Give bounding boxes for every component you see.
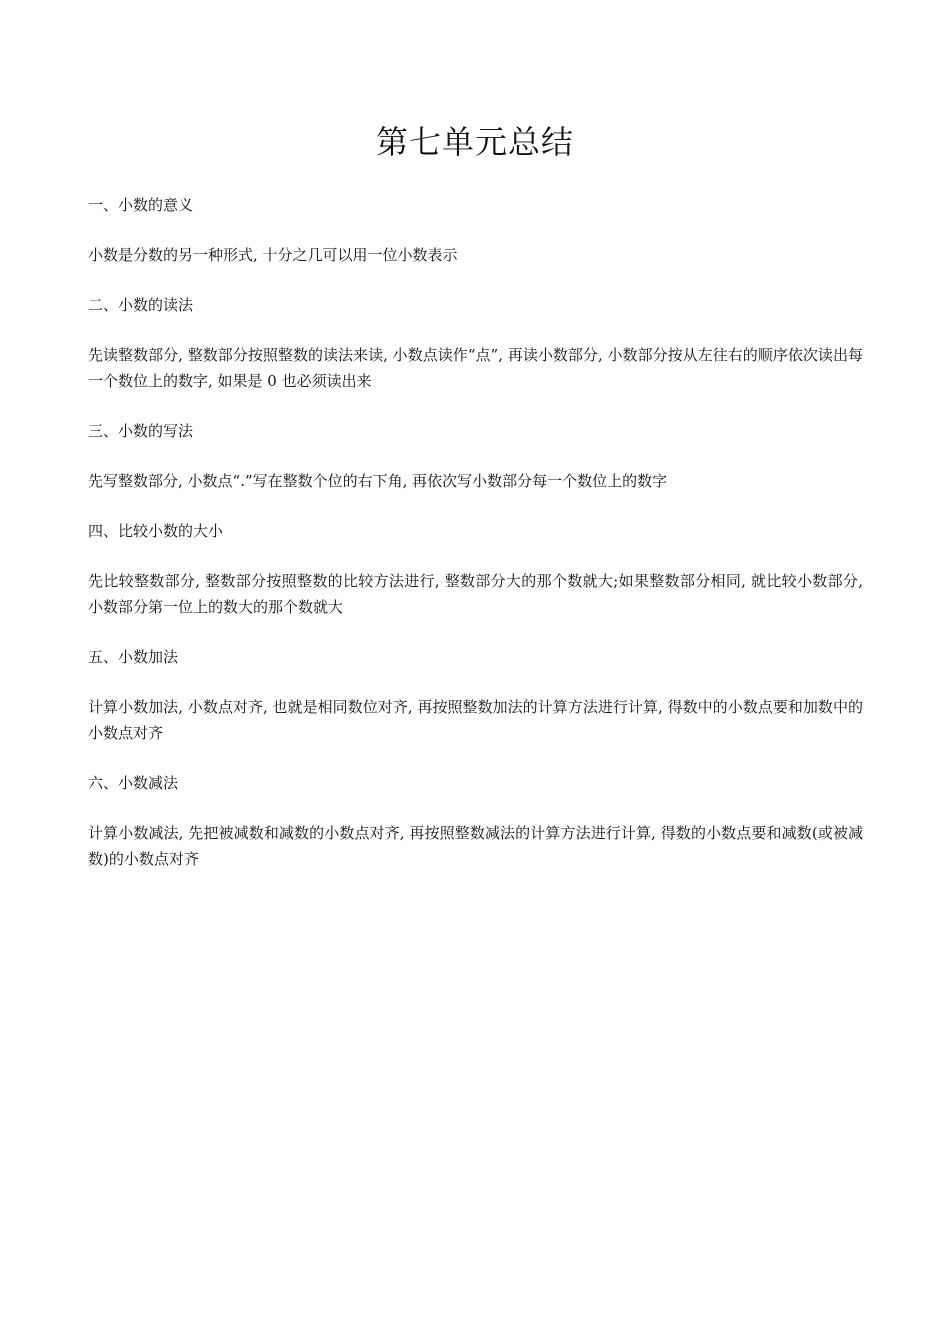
section-body: 计算小数减法, 先把被减数和减数的小数点对齐, 再按照整数减法的计算方法进行计算, 得数的小数点要和减数(或被减数)的小数点对齐	[88, 824, 863, 868]
section-body: 先读整数部分, 整数部分按照整数的读法来读, 小数点读作“点”, 再读小数部分, 小数部分按从左往右的顺序依次读出每一个数位上的数字, 如果是 0 也必须读出来	[88, 346, 863, 390]
section-body: 先比较整数部分, 整数部分按照整数的比较方法进行, 整数部分大的那个数就大;如果整数部分相同, 就比较小数部分, 小数部分第一位上的数大的那个数就大	[88, 572, 863, 616]
section-heading: 二、小数的读法	[88, 296, 194, 314]
section-heading: 六、小数减法	[88, 774, 179, 792]
section-heading: 四、比较小数的大小	[88, 522, 224, 540]
section-heading: 一、小数的意义	[88, 196, 194, 214]
section-subtraction	[88, 770, 863, 872]
document-content	[88, 192, 863, 896]
section-body: 小数是分数的另一种形式, 十分之几可以用一位小数表示	[88, 246, 458, 264]
section-addition	[88, 644, 863, 746]
section-reading	[88, 292, 863, 394]
section-heading: 三、小数的写法	[88, 422, 194, 440]
section-body: 先写整数部分, 小数点“.”写在整数个位的右下角, 再依次写小数部分每一个数位上的数字	[88, 472, 668, 490]
section-writing	[88, 418, 863, 494]
section-meaning	[88, 192, 863, 268]
section-comparing	[88, 518, 863, 620]
document-title: 第七单元总结	[375, 123, 574, 161]
section-body: 计算小数加法, 小数点对齐, 也就是相同数位对齐, 再按照整数加法的计算方法进行计算, 得数中的小数点要和加数中的小数点对齐	[88, 698, 863, 742]
section-heading: 五、小数加法	[88, 648, 179, 666]
